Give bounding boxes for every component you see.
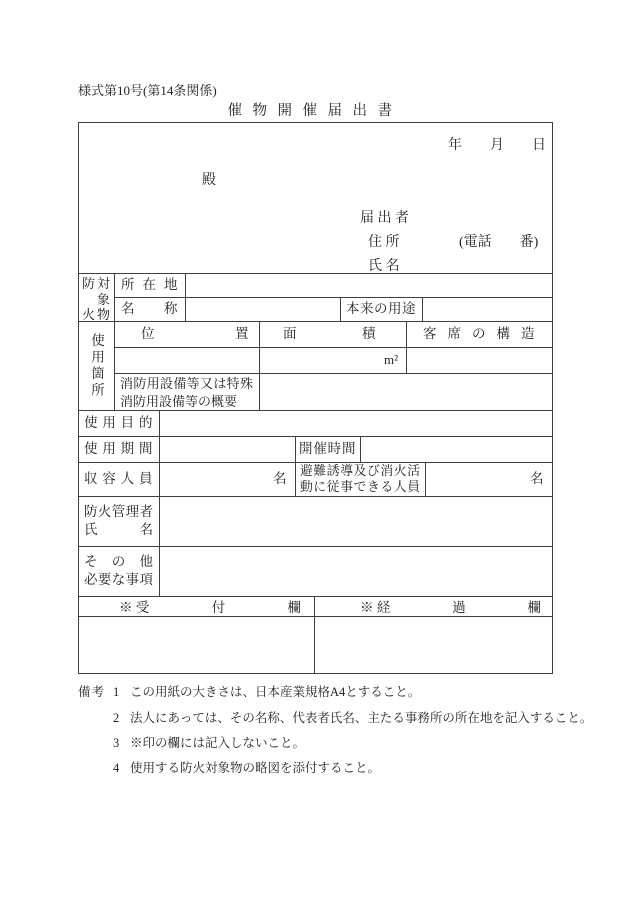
name-label: 氏 名 bbox=[368, 259, 400, 274]
reception-field bbox=[78, 616, 314, 673]
table-border-top bbox=[78, 122, 553, 123]
fire-object-vertical-header bbox=[78, 273, 114, 321]
note-number: 2 bbox=[113, 711, 120, 725]
note-text: 使用する防火対象物の略図を添付すること。 bbox=[130, 761, 381, 775]
table-border-right bbox=[552, 122, 553, 674]
notes-label-spacer bbox=[78, 735, 113, 752]
position-label: 位置 bbox=[141, 326, 249, 341]
note-line bbox=[78, 710, 623, 727]
progress-header-part1: ※ 経 bbox=[360, 600, 391, 615]
usage-period-field bbox=[159, 436, 295, 462]
original-use-label: 本来の用途 bbox=[346, 301, 416, 316]
fire-object-header-line2: 象 bbox=[96, 291, 110, 307]
reception-column-header bbox=[78, 596, 314, 616]
reception-header-part2: 付 bbox=[211, 600, 226, 615]
note-line bbox=[78, 735, 623, 752]
fire-object-header-line3: 火物 bbox=[82, 307, 110, 322]
other-matters-label-line1: その他 bbox=[84, 554, 153, 569]
note-line bbox=[78, 760, 623, 777]
seating-structure-field bbox=[406, 347, 552, 373]
equipment-overview-label-line2: 消防用設備等の概要 bbox=[120, 393, 238, 409]
evacuation-staff-label-line2: 動に従事できる人員 bbox=[300, 480, 420, 494]
note-line bbox=[78, 684, 623, 701]
equipment-overview-label bbox=[114, 374, 259, 410]
evacuation-staff-unit: 名 bbox=[530, 471, 544, 486]
usage-purpose-label: 使用目的 bbox=[84, 415, 153, 430]
notes-label-spacer bbox=[78, 760, 113, 777]
fire-object-header-line1: 防対 bbox=[82, 276, 110, 291]
seating-structure-label: 客席の構造 bbox=[423, 326, 535, 341]
equipment-overview-label-line1: 消防用設備等又は特殊 bbox=[120, 376, 253, 391]
building-name-field bbox=[185, 297, 340, 321]
usage-place-header-text: 使用箇所 bbox=[89, 332, 104, 399]
form-style-number: 様式第10号(第14条関係) bbox=[78, 83, 217, 98]
progress-header-part3: 欄 bbox=[527, 600, 541, 615]
area-label: 面積 bbox=[283, 326, 376, 341]
fire-manager-label-line2: 氏名 bbox=[84, 521, 153, 537]
note-text: 法人にあっては、その名称、代表者氏名、主たる事務所の所在地を記入すること。 bbox=[130, 711, 593, 725]
building-name-label: 名称 bbox=[121, 301, 178, 316]
other-matters-field bbox=[159, 546, 552, 596]
event-time-label: 開催時間 bbox=[299, 441, 356, 456]
other-matters-label-line2: 必要な事項 bbox=[84, 571, 153, 587]
usage-place-vertical-header bbox=[78, 321, 114, 410]
reception-header-part1: ※ 受 bbox=[119, 600, 150, 615]
area-unit: m² bbox=[383, 352, 398, 367]
addressee-dono-label: 殿 bbox=[202, 173, 216, 188]
usage-purpose-field bbox=[159, 410, 552, 436]
original-use-field bbox=[422, 297, 552, 321]
event-time-field bbox=[360, 436, 552, 462]
notes-label: 備考 bbox=[78, 685, 106, 699]
location-label: 所在地 bbox=[121, 277, 178, 292]
note-number: 1 bbox=[113, 685, 120, 699]
notes-label-spacer bbox=[78, 710, 113, 727]
progress-field bbox=[314, 616, 552, 673]
date-line: 年 月 日 bbox=[448, 138, 546, 153]
usage-period-label: 使用期間 bbox=[84, 441, 153, 456]
position-field bbox=[114, 347, 259, 373]
notifier-label: 届 出 者 bbox=[360, 211, 409, 226]
table-border-bottom bbox=[78, 673, 553, 674]
location-field bbox=[185, 273, 552, 297]
progress-header-part2: 過 bbox=[452, 600, 466, 615]
capacity-label: 収容人員 bbox=[84, 471, 153, 486]
fire-manager-label-line1: 防火管理者 bbox=[84, 504, 153, 519]
evacuation-staff-label-line1: 避難誘導及び消火活 bbox=[300, 464, 420, 478]
progress-column-header bbox=[314, 596, 552, 616]
note-number: 4 bbox=[113, 761, 120, 775]
note-number: 3 bbox=[113, 736, 120, 750]
evacuation-staff-label bbox=[295, 463, 425, 496]
reception-header-part3: 欄 bbox=[287, 600, 301, 615]
note-text: この用紙の大きさは、日本産業規格A4とすること。 bbox=[130, 685, 421, 699]
other-matters-label bbox=[78, 546, 159, 596]
form-title: 催物開催届出書 bbox=[227, 103, 403, 119]
note-text: ※印の欄には記入しないこと。 bbox=[130, 736, 306, 750]
phone-number-label: (電話 番) bbox=[459, 235, 539, 250]
address-label: 住 所 bbox=[368, 235, 400, 250]
equipment-overview-field bbox=[259, 374, 552, 410]
capacity-unit: 名 bbox=[273, 471, 287, 486]
fire-manager-name-label bbox=[78, 496, 159, 546]
fire-manager-name-field bbox=[159, 496, 552, 546]
